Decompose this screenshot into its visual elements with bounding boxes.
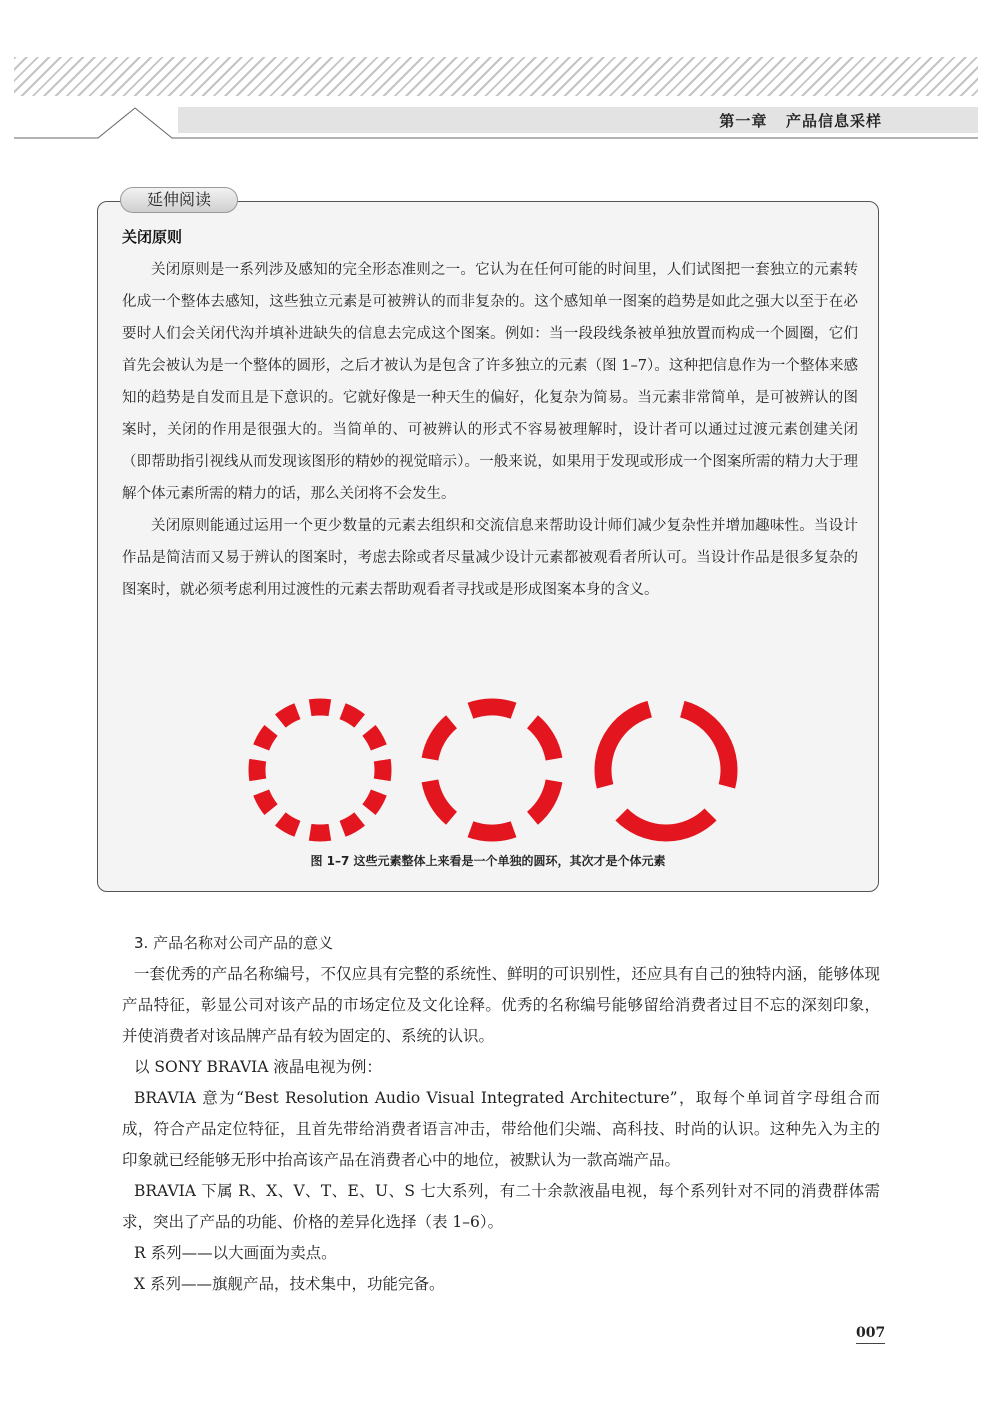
extended-reading-tag: 延伸阅读 [120, 187, 238, 213]
page-number: 007 [856, 1325, 885, 1344]
body-paragraph: 以 SONY BRAVIA 液晶电视为例： [134, 1058, 382, 1076]
body-paragraph: BRAVIA 下属 R、X、V、T、E、U、S 七大系列，有二十余款液晶电视，每个系列针对不同的消费群体需求，突出了产品的功能、价格的差异化选择（表 1–6）。 [122, 1182, 880, 1231]
ring-segment [430, 781, 452, 818]
ring-segment [621, 815, 710, 833]
body-paragraph: BRAVIA 意为“Best Resolution Audio Visual Integrated Architecture”，取每个单词首字母组合而成，符合产品定位特征，且首先带给消费者语言冲击，带给他们尖端、高科技、时尚的认识。这种先入为主的印象就已经能够无形中抬高该产品在消费者心中的地位，被默认为一款高端产品。 [122, 1089, 880, 1169]
ring-segment [603, 709, 650, 786]
ring-segment [470, 829, 513, 833]
body-paragraph: R 系列——以大画面为卖点。 [134, 1244, 337, 1262]
box-paragraph: 关闭原则能通过运用一个更少数量的元素去组织和交流信息来帮助设计师们减少复杂性并增加趣味性。当设计作品是简洁而又易于辨认的图案时，考虑去除或者尽量减少设计元素都被观看者所认可。当设计作品是很多复杂的图案时，就必须考虑利用过渡性的元素去帮助观看者寻找或是形成图案本身的含义。 [122, 518, 858, 598]
ring-segment [280, 819, 297, 829]
ring-segment [261, 793, 271, 810]
box-paragraph: 关闭原则是一系列涉及感知的完全形态准则之一。它认为在任何可能的时间里，人们试图把一套独立的元素转化成一个整体去感知，这些独立元素是可被辨认的而非复杂的。这个感知单一图案的趋势是如此之强大以至于在必要时人们会关闭代沟并填补进缺失的信息去完成这个图案。例如：当一段段线条被单独放置而构成一个圆圈，它们首先会被认为是一个整体的圆形，之后才被认为是包含了许多独立的元素（图 1–7）。这种把信息作为一个整体来感知的趋势是自发而且是下意识的。它就好像是一种天生的偏好，化复杂为简易。当元素非常简单，是可被辨认的图案时，关闭的作用是很强大的。当简单的、可被辨认的形式不容易被理解时，设计者可以通过过渡元素创建关闭（即帮助指引视线从而发现该图形的精妙的视觉暗示）。一般来说，如果用于发现或形成一个图案所需的精力大于理解个体元素所需的精力的话，那么关闭将不会发生。 [122, 262, 858, 502]
figure-caption: 图 1–7 这些元素整体上来看是一个单独的圆环，其次才是个体元素 [310, 854, 666, 868]
body-paragraph: 一套优秀的产品名称编号，不仅应具有完整的系统性、鲜明的可识别性，还应具有自己的独特内涵，能够体现产品特征，彰显公司对该产品的市场定位及文化诠释。优秀的名称编号能够留给消费者过目不忘的深刻印象，并使消费者对该品牌产品有较为固定的、系统的认识。 [122, 965, 880, 1045]
box-title: 关闭原则 [122, 228, 183, 246]
ring-segment [430, 722, 452, 759]
ring-segment [369, 793, 379, 810]
ring-segment [532, 781, 554, 818]
ring-segment [343, 819, 360, 829]
ring-segment [343, 711, 360, 721]
ring-segment [470, 707, 513, 711]
ring-segment [257, 760, 258, 780]
ring-segment [382, 760, 383, 780]
ring-segment [280, 711, 297, 721]
main-body [122, 928, 880, 1300]
ring-segment [310, 832, 330, 833]
closure-figure [230, 690, 750, 850]
ring-segment [369, 730, 379, 747]
ring-segment [532, 722, 554, 759]
section-title: 3. 产品名称对公司产品的意义 [134, 934, 334, 952]
body-paragraph: X 系列——旗舰产品，技术集中，功能完备。 [134, 1275, 445, 1293]
chapter-title: 第一章 产品信息采样 [719, 112, 882, 130]
ring-segment [682, 709, 729, 786]
box-text [122, 254, 858, 606]
ring-segment [261, 730, 271, 747]
ring-segment [310, 707, 330, 708]
